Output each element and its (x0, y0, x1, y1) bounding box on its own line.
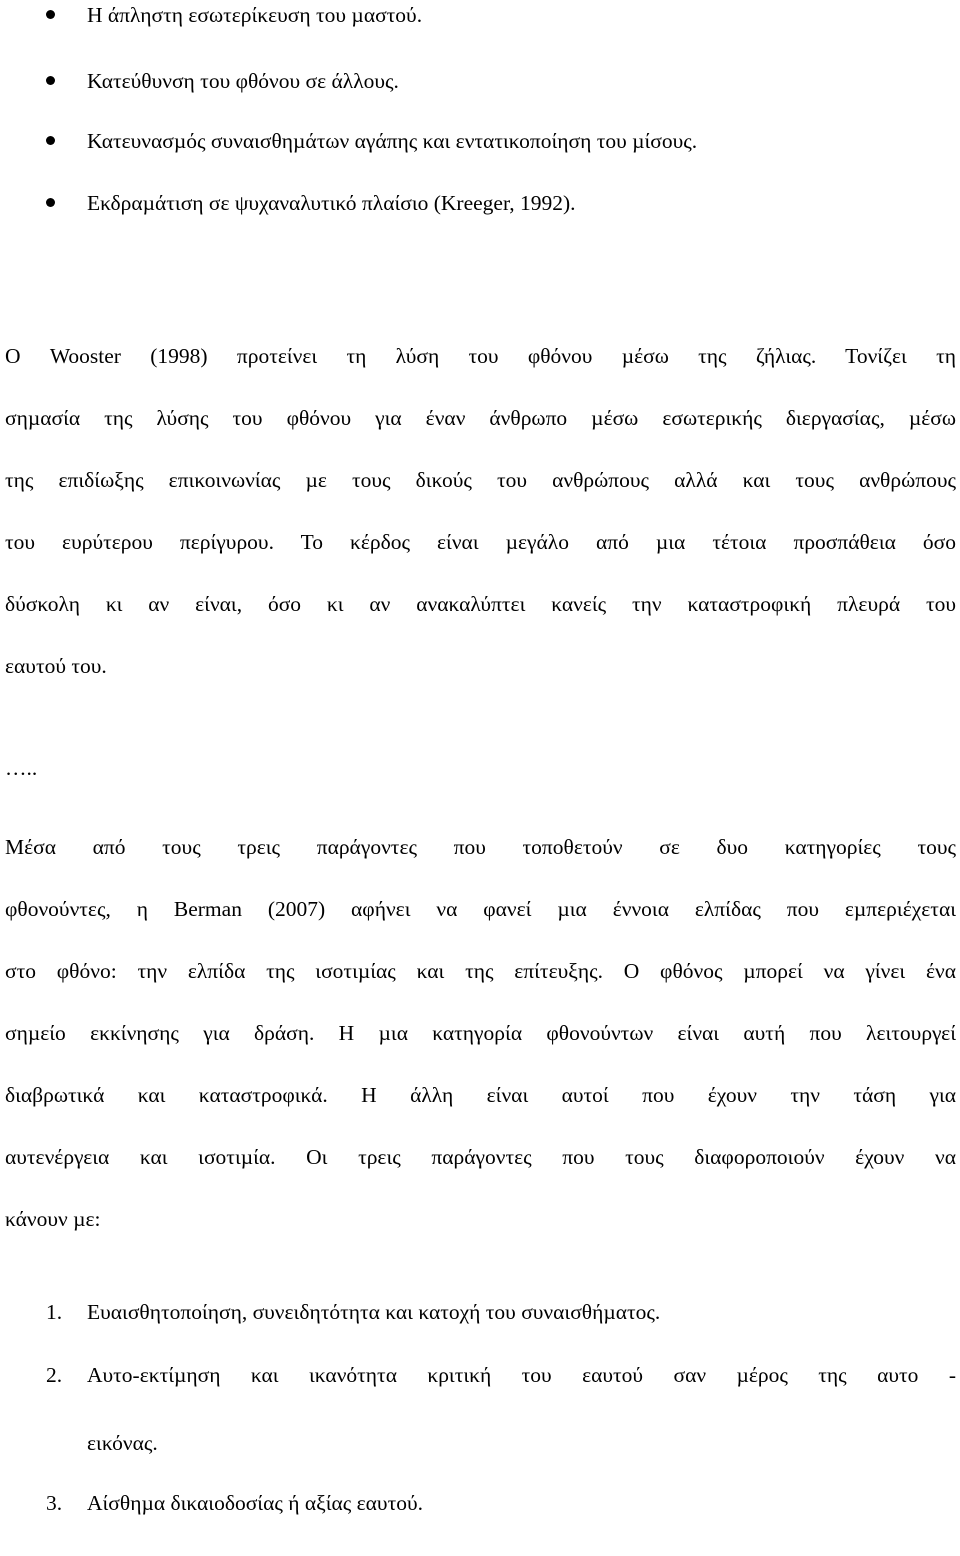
bullet-icon (46, 198, 55, 207)
paragraph-line: εαυτού του. (5, 654, 107, 678)
paragraph-line: του ευρύτερου περίγυρου. Το κέρδος είναι µεγάλο από µια τέτοια προσπάθεια όσο (5, 530, 956, 554)
bullet-icon (46, 76, 55, 85)
bullet-item (0, 0, 960, 30)
bullet-text: Κατευνασµός συναισθηµάτων αγάπης και εντατικοποίηση του µίσους. (87, 129, 698, 153)
paragraph-line: Μέσα από τους τρεις παράγοντες που τοποθετούν σε δυο κατηγορίες τους (5, 835, 956, 859)
paragraph-line: κάνουν µε: (5, 1207, 101, 1231)
bullet-item (0, 188, 960, 218)
bullet-item (0, 126, 960, 156)
numbered-item-text (87, 1488, 956, 1556)
numbered-line: Αίσθηµα δικαιοδοσίας ή αξίας εαυτού. (87, 1491, 423, 1515)
bullet-text: Η άπληστη εσωτερίκευση του µαστού. (87, 3, 423, 27)
numbered-line: εικόνας. (87, 1431, 158, 1455)
list-number: 3. (46, 1491, 63, 1515)
numbered-line: Ευαισθητοποίηση, συνειδητότητα και κατοχή του συναισθήµατος. (87, 1300, 661, 1324)
bullet-icon (46, 136, 55, 145)
paragraph-line: δύσκολη κι αν είναι, όσο κι αν ανακαλύπτει κανείς την καταστροφική πλευρά του (5, 592, 956, 616)
list-number: 2. (46, 1363, 63, 1387)
paragraph-line: φθονούντες, η Berman (2007) αφήνει να φανεί µια έννοια ελπίδας που εµπεριέχεται (5, 897, 956, 921)
bullet-item (0, 66, 960, 96)
bullet-text: Κατεύθυνση του φθόνου σε άλλους. (87, 69, 399, 93)
paragraph-line: διαβρωτικά και καταστροφικά. Η άλλη είναι αυτοί που έχουν την τάση για (5, 1083, 956, 1107)
numbered-item-text (87, 1360, 956, 1496)
paragraph-line: σηµασία της λύσης του φθόνου για έναν άνθρωπο µέσω εσωτερικής διεργασίας, µέσω (5, 406, 956, 430)
paragraph-line: σηµείο εκκίνησης για δράση. Η µια κατηγορία φθονούντων είναι αυτή που λειτουργεί (5, 1021, 956, 1045)
paragraph-line: της επιδίωξης επικοινωνίας µε τους δικούς του ανθρώπους αλλά και τους ανθρώπους (5, 468, 956, 492)
numbered-line: Αυτο-εκτίµηση και ικανότητα κριτική του εαυτού σαν µέρος της αυτο - (87, 1363, 956, 1387)
ellipsis-separator: ….. (5, 756, 38, 780)
paragraph-line: στο φθόνο: την ελπίδα της ισοτιµίας και της επίτευξης. Ο φθόνος µπορεί να γίνει ένα (5, 959, 956, 983)
numbered-item-text (87, 1297, 956, 1365)
paragraph-line: αυτενέργεια και ισοτιµία. Οι τρεις παράγοντες που τους διαφοροποιούν έχουν να (5, 1145, 956, 1169)
paragraph-wooster (5, 341, 956, 713)
list-number: 1. (46, 1300, 63, 1324)
bullet-icon (46, 10, 55, 19)
paragraph-line: Ο Wooster (1998) προτείνει τη λύση του φθόνου µέσω της ζήλιας. Τονίζει τη (5, 344, 956, 368)
bullet-text: Εκδραµάτιση σε ψυχαναλυτικό πλαίσιο (Kreeger, 1992). (87, 191, 576, 215)
paragraph-berman (5, 832, 956, 1266)
